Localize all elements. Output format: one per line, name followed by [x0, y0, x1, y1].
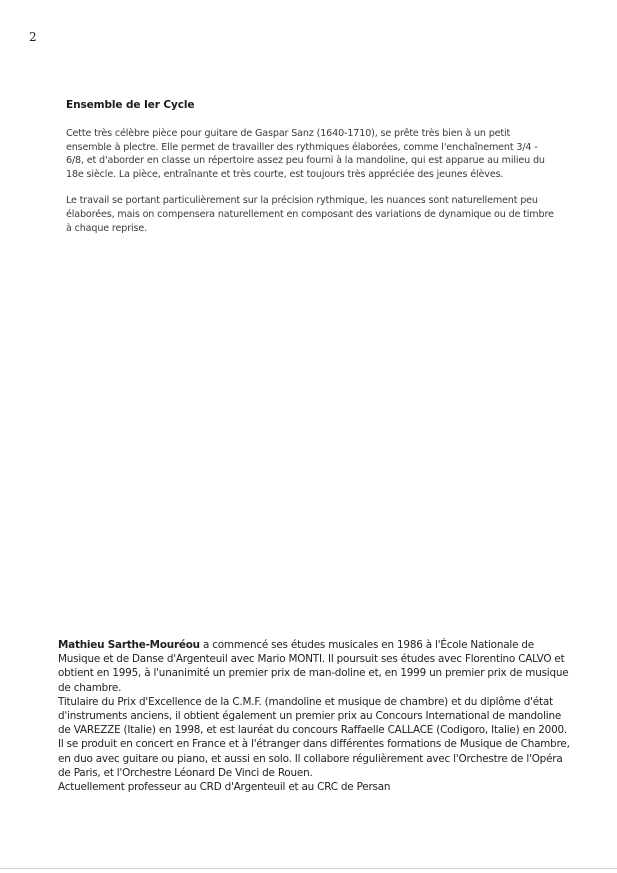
- bio-intro-text: a commencé ses études musicales en 1986 à l'École Nationale de Musique et de Danse d'Argenteuil avec Mario MONTI. Il poursuit ses études avec Florentino CALVO et obtient en 1995, à l'unanimité un premier prix de man-doline et, en 1999 un premier prix de musique de chambre.: [58, 639, 569, 694]
- bio-paragraph: Actuellement professeur au CRD d'Argenteuil et au CRC de Persan: [58, 781, 391, 794]
- bio-paragraph: Titulaire du Prix d'Excellence de la C.M.F. (mandoline et musique de chambre) et du diplôme d'état d'instruments anciens, il obtient également un premier prix au Concours International de mandoline de VAREZZE (Italie) en 1998, et est lauréat du concours Raffaelle CALLACE (Codigoro, Italie) en 2000.: [58, 695, 567, 737]
- page-bottom-divider: [0, 868, 617, 869]
- bio-name: Mathieu Sarthe-Mouréou: [58, 639, 200, 651]
- section-ensemble: [66, 99, 566, 248]
- section-title: Ensemble de Ier Cycle: [66, 99, 195, 111]
- section-paragraph: Cette très célèbre pièce pour guitare de Gaspar Sanz (1640-1710), se prête très bien à un petit ensemble à plectre. Elle permet de travailler des rythmiques élaborées, comme l'enchaînement 3/4 - 6/8, et d'aborder en classe un répertoire assez peu fourni à la mandoline, qui est apparue au milieu du 18e siècle. La pièce, entraînante et très courte, est toujours très appréciée des jeunes élèves.: [66, 128, 545, 180]
- biography: [58, 638, 570, 794]
- section-paragraph: Le travail se portant particulièrement sur la précision rythmique, les nuances sont naturellement peu élaborées, mais on compensera naturellement en composant des variations de dynamique ou de timbre à chaque reprise.: [66, 195, 554, 234]
- page-number: 2: [29, 30, 37, 44]
- bio-paragraph-intro: [58, 638, 570, 695]
- bio-paragraph: Il se produit en concert en France et à l'étranger dans différentes formations de Musique de Chambre, en duo avec guitare ou piano, et aussi en solo. Il collabore régulièrement avec l'Orchestre de l'Opéra de Paris, et l'Orchestre Léonard De Vinci de Rouen.: [58, 738, 570, 779]
